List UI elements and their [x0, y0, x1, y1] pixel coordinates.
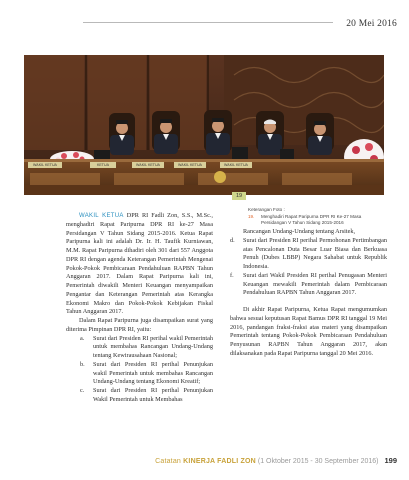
plenary-photo: [24, 55, 384, 195]
list-continuation: Rancangan Undang-Undang tentang Arsitek,: [243, 228, 356, 235]
list-item: [230, 237, 387, 272]
list-item-text: Surat dari Wakil Presiden RI perihal Penugasan Menteri Keuangan mewakili Pemerintah dalam Pembicaraan Pendahuluan RAPBN Tahun Anggaran 2017.: [243, 271, 387, 297]
left-column: [66, 212, 213, 405]
paragraph-closing: Di akhir Rapat Paripurna, Ketua Rapat mengumumkan bahwa sesuai keputusan Rapat Bamus DPR RI tanggal 19 Mei 2016, pandangan fraksi-fraksi atas materi yang disampaikan Pemerintah tentang Pokok-Pokok Pembicaraan Pendahuluan Penyusunan RAPBN Tahun Anggaran 2017, akan dilaksanakan pada Rapat Paripurna tanggal 20 Mei 2016.: [230, 306, 387, 357]
lead-title: WAKIL KETUA: [79, 213, 124, 219]
list-item: [80, 361, 213, 387]
page-date: 20 Mei 2016: [346, 19, 397, 29]
footer-brand: [155, 458, 256, 465]
header-rule: [83, 22, 333, 23]
page-footer: [0, 456, 397, 465]
nameplate-wakil-ketua-2: WAKIL KETUA: [132, 162, 164, 168]
list-item-text: Surat dari Presiden RI perihal Permohonan Pertimbangan atas Pencalonan Duta Besar Luar Biasa dan Berkuasa Penuh (Dubes LBBP) Negara Sahabat untuk Republik Indonesia.: [243, 236, 387, 270]
list-marker: c.: [80, 387, 85, 394]
letter-list-left: [80, 335, 213, 405]
paragraph-intro: [66, 212, 213, 317]
list-marker: a.: [80, 334, 85, 342]
letter-list-right: [230, 237, 387, 298]
caption-number: 19.: [248, 213, 255, 219]
footer-period: (1 Oktober 2015 - 30 September 2016): [257, 458, 379, 465]
list-marker: d.: [230, 236, 235, 244]
list-marker: b.: [80, 360, 85, 368]
list-marker: f.: [230, 271, 234, 279]
nameplate-wakil-ketua-4: WAKIL KETUA: [220, 162, 252, 168]
nameplate-wakil-ketua-1: WAKIL KETUA: [28, 162, 62, 168]
caption-title: Keterangan Foto :: [248, 207, 285, 212]
list-item: [80, 335, 213, 361]
photo-caption: [248, 207, 388, 226]
list-item-text: Surat dari Presiden RI perihal wakil Pemerintah untuk membahas Rancangan Undang-Undang tentang Kewirausahaan Nasional;: [93, 334, 213, 359]
photo-number: 19: [232, 192, 246, 200]
list-item-text: Surat dari Presiden RI perihal Penunjukan wakil Pemerintah untuk membahas Rancangan Undang-Undang tentang Ekonomi Kreatif;: [93, 360, 213, 386]
list-item: [230, 272, 387, 298]
nameplate-ketua: KETUA: [90, 162, 116, 168]
caption-text: Menghadiri Rapat Paripurna DPR RI Ke-27 Masa Persidangan V Tahun Sidang 2015-2016: [261, 213, 362, 226]
footer-brand-title: KINERJA FADLI ZON: [183, 458, 256, 465]
footer-brand-prefix: Catatan: [155, 458, 182, 465]
paragraph-letters: Dalam Rapat Paripurna juga disampaikan surat yang diterima Pimpinan DPR RI, yaitu:: [66, 317, 213, 333]
list-item-text: Surat dari Presiden RI perihal Penunjukan Wakil Pemerintah untuk Membahas: [93, 387, 213, 403]
right-column: [230, 228, 387, 359]
list-item: [80, 387, 213, 405]
paragraph-intro-text: DPR RI Fadli Zon, S.S., M.Sc., menghadiri Rapat Paripurna DPR RI ke-27 Masa Persidangan V Tahun Sidang 2015-2016. Ketua Rapat Paripurna kali ini adalah Dr. Ir. H. Taufik Kurniawan, M.M. Rapat Paripurna dihadiri oleh 301 dari 557 Anggota DPR RI dengan agenda Keterangan Pemerintah Mengenai Pokok-Pokok Pembicaraan Pendahuluan RAPBN Tahun Anggaran 2017. Dalam Rapat Paripurna kali ini, Pemerintah diwakili Menteri Keuangan menyampaikan Pengantar dan Keterangan Pemerintah atas Kerangka Ekonomi Makro dan Pokok-Pokok Kebijakan Fiskal Tahun Anggaran 2017.: [66, 212, 213, 316]
nameplate-wakil-ketua-3: WAKIL KETUA: [174, 162, 206, 168]
page-number: 199: [384, 456, 397, 465]
